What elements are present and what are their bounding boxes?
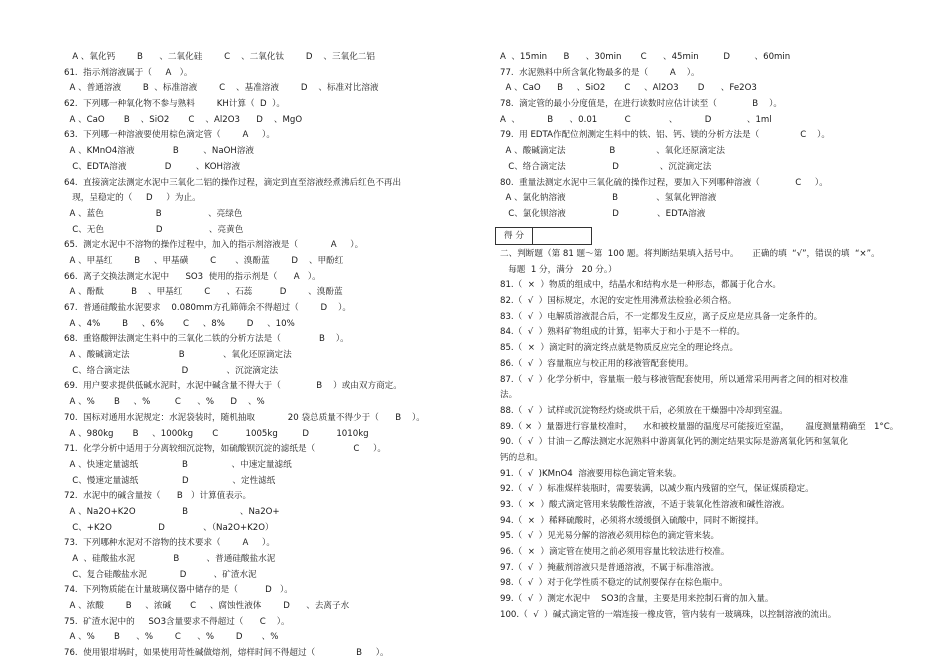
text-line: 93.（ × ）酸式滴定管用来装酸性溶液，不适于装氧化性溶液和碱性溶液。 <box>500 500 790 510</box>
text-line: C、氯化钡溶液 D 、EDTA溶液 <box>500 208 706 219</box>
text-line: 98.（ √ ）对于化学性质不稳定的试剂要保存在棕色瓶中。 <box>500 578 728 589</box>
text-line: 94.（ × ）稀释硫酸时，必须将水缓缓倒入硫酸中，同时不断搅拌。 <box>500 515 764 526</box>
text-line: A 、% B 、% C 、% D 、% <box>64 397 265 408</box>
text-line: 91.（ √ )KMnO4 溶液要用棕色滴定管来装。 <box>500 468 682 479</box>
text-line: 68. 重铬酸钾法测定生料中的三氧化二铁的分析方法是（ B ）。 <box>64 334 349 345</box>
text-line: C、EDTA溶液 D 、KOH溶液 <box>64 161 241 172</box>
text-line: C、+K2O D 、（Na2O+K2O） <box>64 522 274 533</box>
text-line: 71. 化学分析中适用于分离较细沉淀物，如硫酸钡沉淀的滤纸是（ C ）。 <box>64 444 386 455</box>
text-line: A 、CaO B 、SiO2 C 、Al2O3 D 、Fe2O3 <box>500 83 757 94</box>
text-line: 79. 用 EDTA作配位剂测定生料中的铁、铝、钙、镁的分析方法是（ C ）。 <box>500 130 831 141</box>
text-line: A 、 B 、0.01 C 、 D 、1ml <box>500 114 772 125</box>
text-line: A 、Na2O+K2O B 、Na2O+ <box>64 506 280 517</box>
text-line: 69. 用户要求提供低碱水泥时，水泥中碱含量不得大于（ B ）或由双方商定。 <box>64 381 402 392</box>
score-value <box>533 228 591 244</box>
text-line: 每题 1 分，满分 20 分。） <box>500 264 617 275</box>
text-line: C、无色 D 、亮黄色 <box>64 224 244 235</box>
left-column <box>64 50 444 662</box>
text-line: 89.（ × ）量器进行容量校准时， 水和被校量器的温度尽可能接近室温， 温度测量精确至 1°C。 <box>500 421 899 432</box>
score-box <box>495 227 592 245</box>
text-line: A 、CaO B 、SiO2 C 、Al2O3 D 、MgO <box>64 114 303 125</box>
text-line: A 、15min B 、30min C 、45min D 、60min <box>500 52 791 62</box>
text-line: 现，呈稳定的（ D ）为止。 <box>64 193 201 204</box>
text-line: 80. 重量法测定水泥中三氧化硫的操作过程，要加入下列哪种溶液（ C ）。 <box>500 177 828 188</box>
text-line: 81.（ × ）物质的组成中，结晶水和结构水是一种形态，都属于化合水。 <box>500 280 782 291</box>
text-line: C、络合滴定法 D 、沉淀滴定法 <box>64 365 279 376</box>
text-line: 83.（ √ ）电解质溶液混合后，不一定都发生反应，离子反应是应具备一定条件的。 <box>500 311 823 322</box>
text-line: A 、普通溶液 B 、标准溶液 C 、基准溶液 D 、标准对比溶液 <box>64 83 379 94</box>
text-line: 100.（ √ ）碱式滴定管的一端连接一橡皮管，管内装有一玻璃珠，以控制溶液的流出。 <box>500 609 837 620</box>
text-line: 72. 水泥中的碱含量按（ B ）计算值表示。 <box>64 491 252 502</box>
text-line: 97.（ √ ）掩蔽剂溶液只是普通溶液，不属于标准溶液。 <box>500 562 720 573</box>
text-line: 二、判断题（第 81 题～第 100 题。将判断结果填入括号中。 正确的填 “√”，错误的填 “×”。 <box>500 249 880 259</box>
text-line: A 、酸碱滴定法 B 、氧化还原滴定法 <box>500 146 725 157</box>
text-line: 86.（ √ ）容量瓶应与校正用的移液管配套使用。 <box>500 358 694 369</box>
text-line: A 、快速定量滤纸 B 、中速定量滤纸 <box>64 459 292 470</box>
text-line: 63. 下列哪一种溶液要使用棕色滴定管（ A ）。 <box>64 130 275 141</box>
text-line: 92.（ √ ）标准煤样装瓶时，需要装满，以减少瓶内残留的空气，保证煤质稳定。 <box>500 484 814 495</box>
text-line: C、慢速定量滤纸 D 、定性滤纸 <box>64 475 276 486</box>
text-line: 64. 直接滴定法测定水泥中三氧化二铝的操作过程，滴定到直至溶液经煮沸后红色不再出 <box>64 177 402 188</box>
text-line: 77. 水泥熟料中所含氧化物最多的是（ A ）。 <box>500 67 700 78</box>
text-line: 75. 矿渣水泥中的 SO3含量要求不得超过（ C ）。 <box>64 616 290 627</box>
text-line: 99.（ √ ）测定水泥中 SO3的含量，主要是用来控制石膏的加入量。 <box>500 594 774 605</box>
text-line: A 、% B 、% C 、% D 、% <box>64 632 279 643</box>
text-line: 90.（ √ ）甘油－乙醇法测定水泥熟料中游离氧化钙的测定结果实际是游离氧化钙和氢氧化 <box>500 437 849 448</box>
text-line: 70. 国标对通用水泥规定：水泥袋装时，随机抽取 20 袋总质量不得少于（ B ）。 <box>64 412 425 423</box>
text-line: 67. 普通硅酸盐水泥要求 0.080mm方孔筛筛余不得超过（ D ）。 <box>64 303 351 313</box>
text-line: C、络合滴定法 D 、沉淀滴定法 <box>500 161 712 172</box>
text-line: 73. 下列哪种水泥对不溶物的技术要求（ A ）。 <box>64 538 275 549</box>
text-line: 87.（ √ ）化学分析中，容量瓶一般与移液管配套使用，所以通常采用两者之间的相对校准 <box>500 374 849 385</box>
text-line: 85.（ × ）滴定时的滴定终点就是物质反应完全的理论终点。 <box>500 343 739 354</box>
text-line: C、复合硅酸盐水泥 D 、矿渣水泥 <box>64 569 257 580</box>
text-line: A 、酸碱滴定法 B 、氧化还原滴定法 <box>64 350 292 361</box>
text-line: A 、980kg B 、1000kg C 1005kg D 1010kg <box>64 428 369 439</box>
text-line: 76. 使用银坩埚时，如果使用苛性碱做熔剂，熔样时间不得超过（ B ）。 <box>64 648 389 659</box>
text-line: 法。 <box>500 390 518 401</box>
text-line: 84.（ √ ）熟料矿物组成的计算，铝率大于和小于是不一样的。 <box>500 327 745 338</box>
text-line: A 、蓝色 B 、亮绿色 <box>64 208 243 219</box>
text-line: A 、KMnO4溶液 B 、NaOH溶液 <box>64 146 255 157</box>
text-line: 82.（ √ ）国标规定，水泥的安定性用沸煮法检验必须合格。 <box>500 296 737 307</box>
text-line: 62. 下列哪一种氧化物不参与熟料 KH计算（ D ）。 <box>64 99 286 110</box>
text-line: A 、甲基红 B 、甲基磺 C 、溴酚蓝 D 、甲酚红 <box>64 255 344 266</box>
text-line: A 、4% B 、6% C 、8% D 、10% <box>64 318 295 329</box>
text-line: A 、氯化钠溶液 B 、氢氧化钾溶液 <box>500 193 717 204</box>
right-column-bottom <box>500 247 900 624</box>
text-line: 96.（ × ）滴定管在使用之前必须用容量比较法进行校准。 <box>500 547 730 558</box>
text-line: 95.（ √ ）见光易分解的溶液必须用棕色的滴定管来装。 <box>500 531 720 542</box>
text-line: 74. 下列物质能在计量玻璃仪器中储存的是（ D ）。 <box>64 585 293 596</box>
text-line: 66. 离子交换法测定水泥中 SO3 使用的指示剂是（ A ）。 <box>64 271 321 282</box>
text-line: 65. 测定水泥中不溶物的操作过程中，加入的指示剂溶液是（ A ）。 <box>64 240 364 251</box>
text-line: 61. 指示剂溶液属于（ A ）。 <box>64 67 193 78</box>
text-line: A 、酚酞 B 、甲基红 C 、石蕊 D 、溴酚蓝 <box>64 287 343 298</box>
text-line: A 、氧化钙 B 、二氧化硅 C 、二氧化钛 D 、三氧化二铝 <box>64 52 375 62</box>
score-label: 得 分 <box>496 228 533 244</box>
right-column-top <box>500 50 900 223</box>
text-line: A 、硅酸盐水泥 B 、普通硅酸盐水泥 <box>64 554 276 564</box>
text-line: 88.（ √ ）试样或沉淀物经灼烧或烘干后，必须放在干燥器中冷却到室温。 <box>500 405 788 416</box>
text-line: 78. 滴定管的最小分度值是，在进行读数时应估计读至（ B ）。 <box>500 99 783 110</box>
text-line: 钙的总和。 <box>500 452 543 463</box>
text-line: A 、浓酸 B 、浓碱 C 、腐蚀性液体 D 、去离子水 <box>64 601 350 612</box>
